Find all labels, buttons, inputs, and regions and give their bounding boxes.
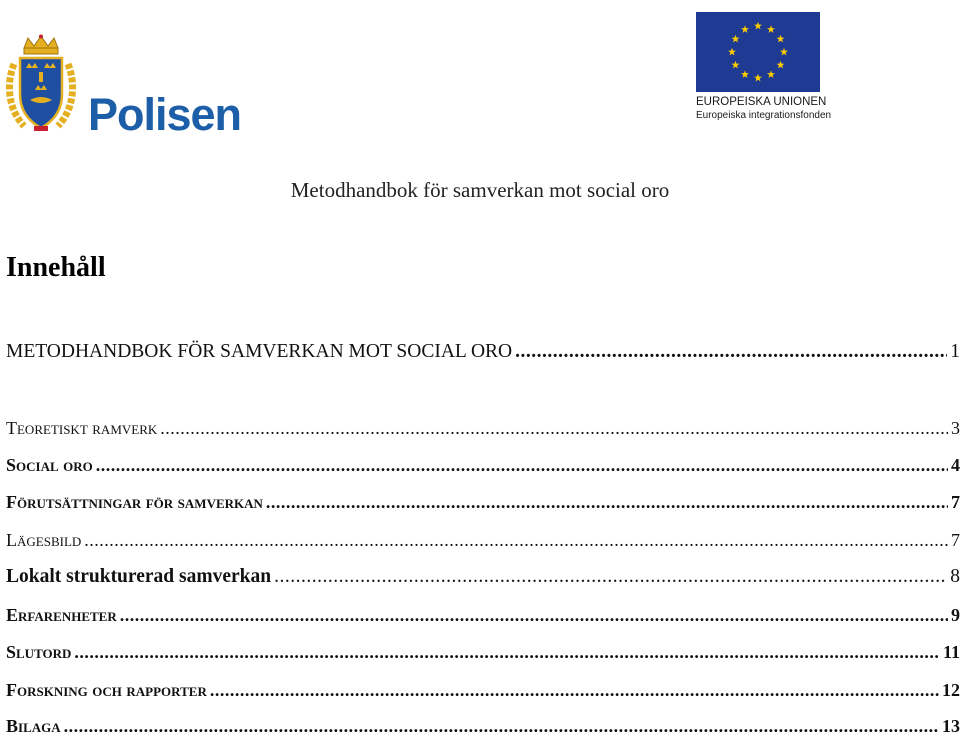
toc-leader-dots	[84, 530, 948, 551]
toc-entry-title: Bilaga	[6, 716, 61, 736]
toc-entry-title: Teoretiskt ramverk	[6, 418, 158, 438]
toc-entry[interactable]	[6, 716, 960, 737]
toc-entry-page: 8	[950, 566, 960, 587]
toc-leader-dots	[274, 566, 947, 588]
toc-entry-title: METODHANDBOK FÖR SAMVERKAN MOT SOCIAL ORO	[6, 341, 513, 362]
toc-entry[interactable]	[6, 566, 960, 588]
document-header-title: Metodhandbok för samverkan mot social oro	[290, 178, 670, 202]
toc-entry-title: Lägesbild	[6, 530, 82, 550]
toc-entry[interactable]	[6, 605, 960, 626]
toc-entry-page: 7	[951, 492, 960, 512]
toc-leader-dots	[64, 716, 939, 737]
toc-entry-page: 11	[942, 642, 960, 662]
toc-entry-title: Erfarenheter	[6, 605, 117, 625]
toc-entry-page: 12	[942, 680, 960, 700]
toc-leader-dots	[74, 642, 940, 663]
toc-heading: Innehåll	[6, 252, 106, 283]
toc-entry-title: Social oro	[6, 455, 93, 475]
eu-union-label: EUROPEISKA UNIONEN	[696, 96, 827, 108]
toc-entry[interactable]	[6, 341, 960, 363]
toc-entry[interactable]	[6, 680, 960, 701]
toc-entry-title: Förutsättningar för samverkan	[6, 492, 263, 512]
polisen-logo	[4, 34, 262, 140]
toc-entry-page: 3	[951, 418, 960, 438]
toc-entry[interactable]	[6, 530, 960, 551]
toc-entry-page: 1	[950, 341, 960, 362]
toc-entry-page: 9	[951, 605, 960, 625]
police-crest-icon	[4, 34, 78, 134]
toc-leader-dots	[210, 680, 939, 701]
toc-entry-page: 4	[951, 455, 960, 475]
toc-entry-page: 7	[951, 530, 960, 550]
eu-logo	[694, 12, 832, 124]
polisen-wordmark: Polisen	[88, 89, 242, 140]
toc-entry[interactable]	[6, 492, 960, 513]
toc-leader-dots	[515, 341, 947, 363]
toc-leader-dots	[266, 492, 948, 513]
toc-entry-page: 13	[942, 716, 960, 736]
toc-entry[interactable]	[6, 642, 960, 663]
toc-entry-title: Lokalt strukturerad samverkan	[6, 566, 272, 587]
toc-entry-title: Slutord	[6, 642, 72, 662]
toc-leader-dots	[120, 605, 948, 626]
toc-leader-dots	[160, 418, 948, 439]
toc-leader-dots	[96, 455, 948, 476]
toc-entry[interactable]	[6, 418, 960, 439]
toc-entry-title: Forskning och rapporter	[6, 680, 207, 700]
toc-entry[interactable]	[6, 455, 960, 476]
eu-flag-icon	[696, 12, 820, 92]
eu-fund-label: Europeiska integrationsfonden	[696, 110, 832, 121]
